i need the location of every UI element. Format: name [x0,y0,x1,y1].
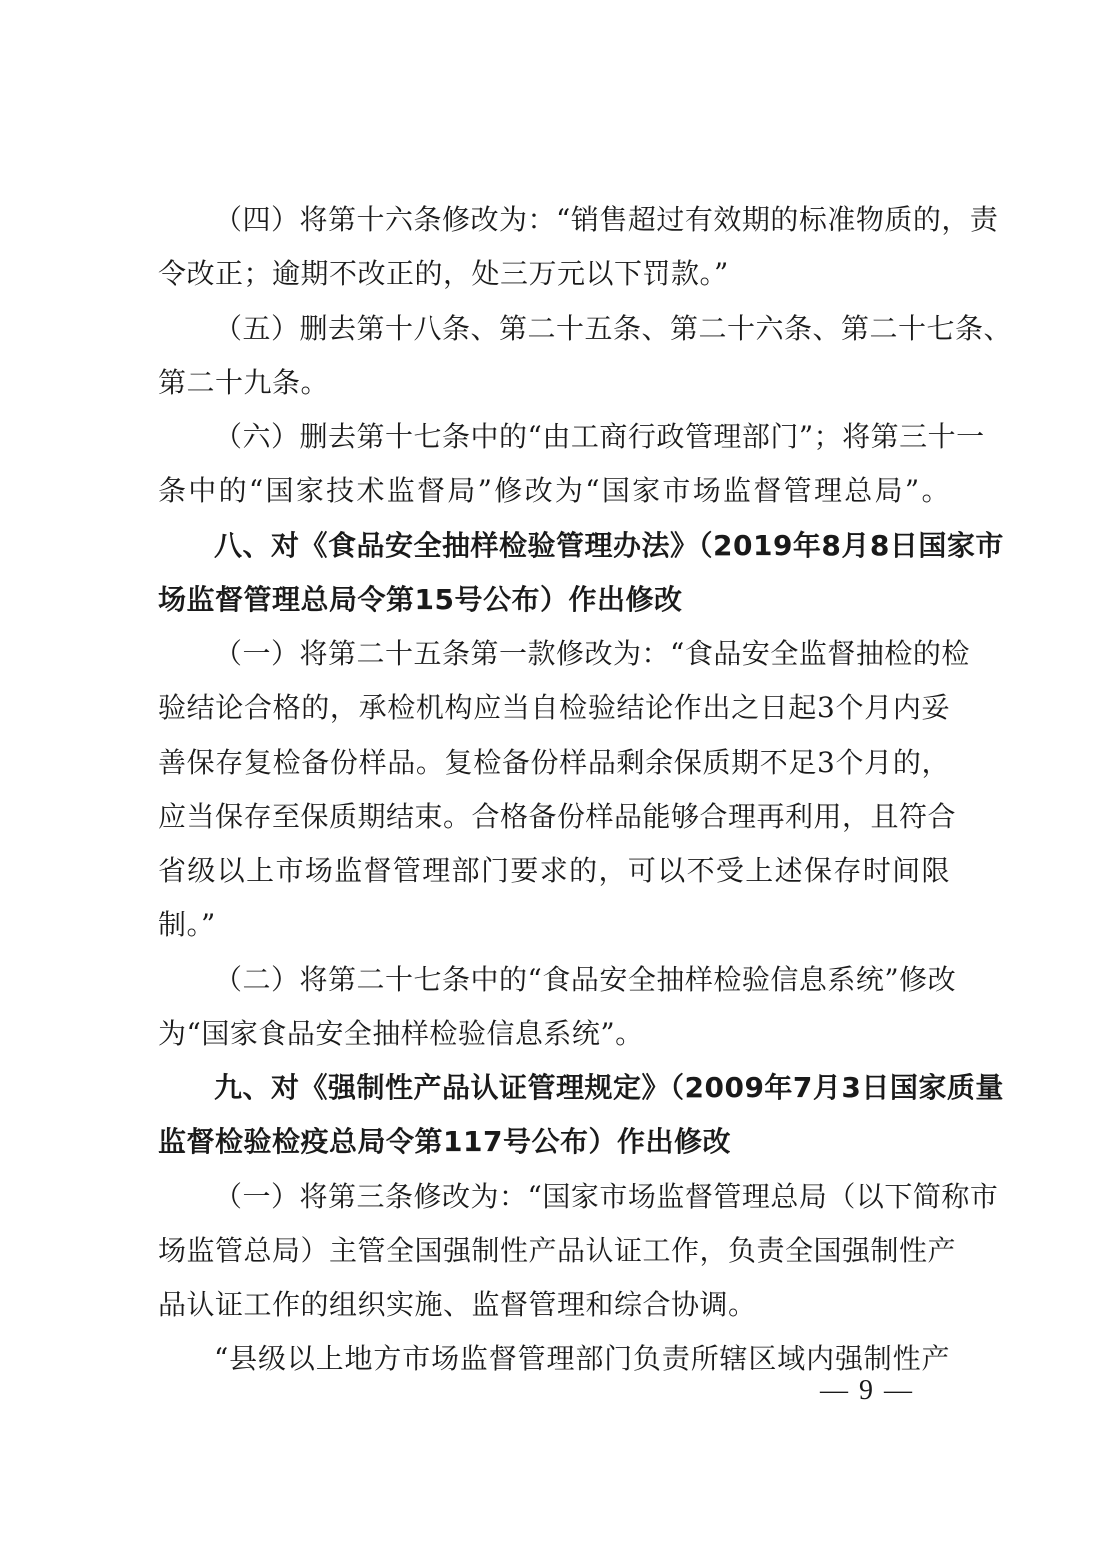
section-heading-line: 监督检验检疫总局令第117号公布）作出修改 [158,1125,731,1158]
paragraph-line: （一）将第二十五条第一款修改为：“食品安全监督抽检的检 [214,637,970,670]
paragraph-line: 令改正；逾期不改正的，处三万元以下罚款。” [158,257,729,290]
paragraph-line: 第二十九条。 [158,366,330,399]
paragraph-line: 为“国家食品安全抽样检验信息系统”。 [158,1017,644,1050]
page-number: — 9 — [820,1375,914,1406]
paragraph-line: （二）将第二十七条中的“食品安全抽样检验信息系统”修改 [214,963,957,996]
paragraph-line: 验结论合格的，承检机构应当自检验结论作出之日起3个月内妥 [158,691,950,724]
paragraph-line: （一）将第三条修改为：“国家市场监督管理总局（以下简称市 [214,1180,999,1213]
paragraph-line: 制。” [158,908,216,941]
paragraph-line: （五）删去第十八条、第二十五条、第二十六条、第二十七条、 [214,312,1013,345]
paragraph-line: （六）删去第十七条中的“由工商行政管理部门”；将第三十一 [214,420,985,453]
section-heading-line: 九、对《强制性产品认证管理规定》（2009年7月3日国家质量 [214,1071,1004,1104]
paragraph-line: 省级以上市场监督管理部门要求的，可以不受上述保存时间限 [158,854,950,887]
paragraph-line: 场监管总局）主管全国强制性产品认证工作，负责全国强制性产 [158,1234,957,1267]
paragraph-line: 善保存复检备份样品。复检备份样品剩余保质期不足3个月的， [158,746,950,779]
paragraph-line: （四）将第十六条修改为：“销售超过有效期的标准物质的，责 [214,203,999,236]
section-heading-line: 八、对《食品安全抽样检验管理办法》（2019年8月8日国家市 [214,529,1004,562]
paragraph-line: 品认证工作的组织实施、监督管理和综合协调。 [158,1288,757,1321]
section-heading-line: 场监督管理总局令第15号公布）作出修改 [158,583,683,616]
paragraph-line: 应当保存至保质期结束。合格备份样品能够合理再利用，且符合 [158,800,957,833]
paragraph-line: 条中的“国家技术监督局”修改为“国家市场监督管理总局”。 [158,474,950,507]
paragraph-line: “县级以上地方市场监督管理部门负责所辖区域内强制性产 [214,1342,950,1375]
